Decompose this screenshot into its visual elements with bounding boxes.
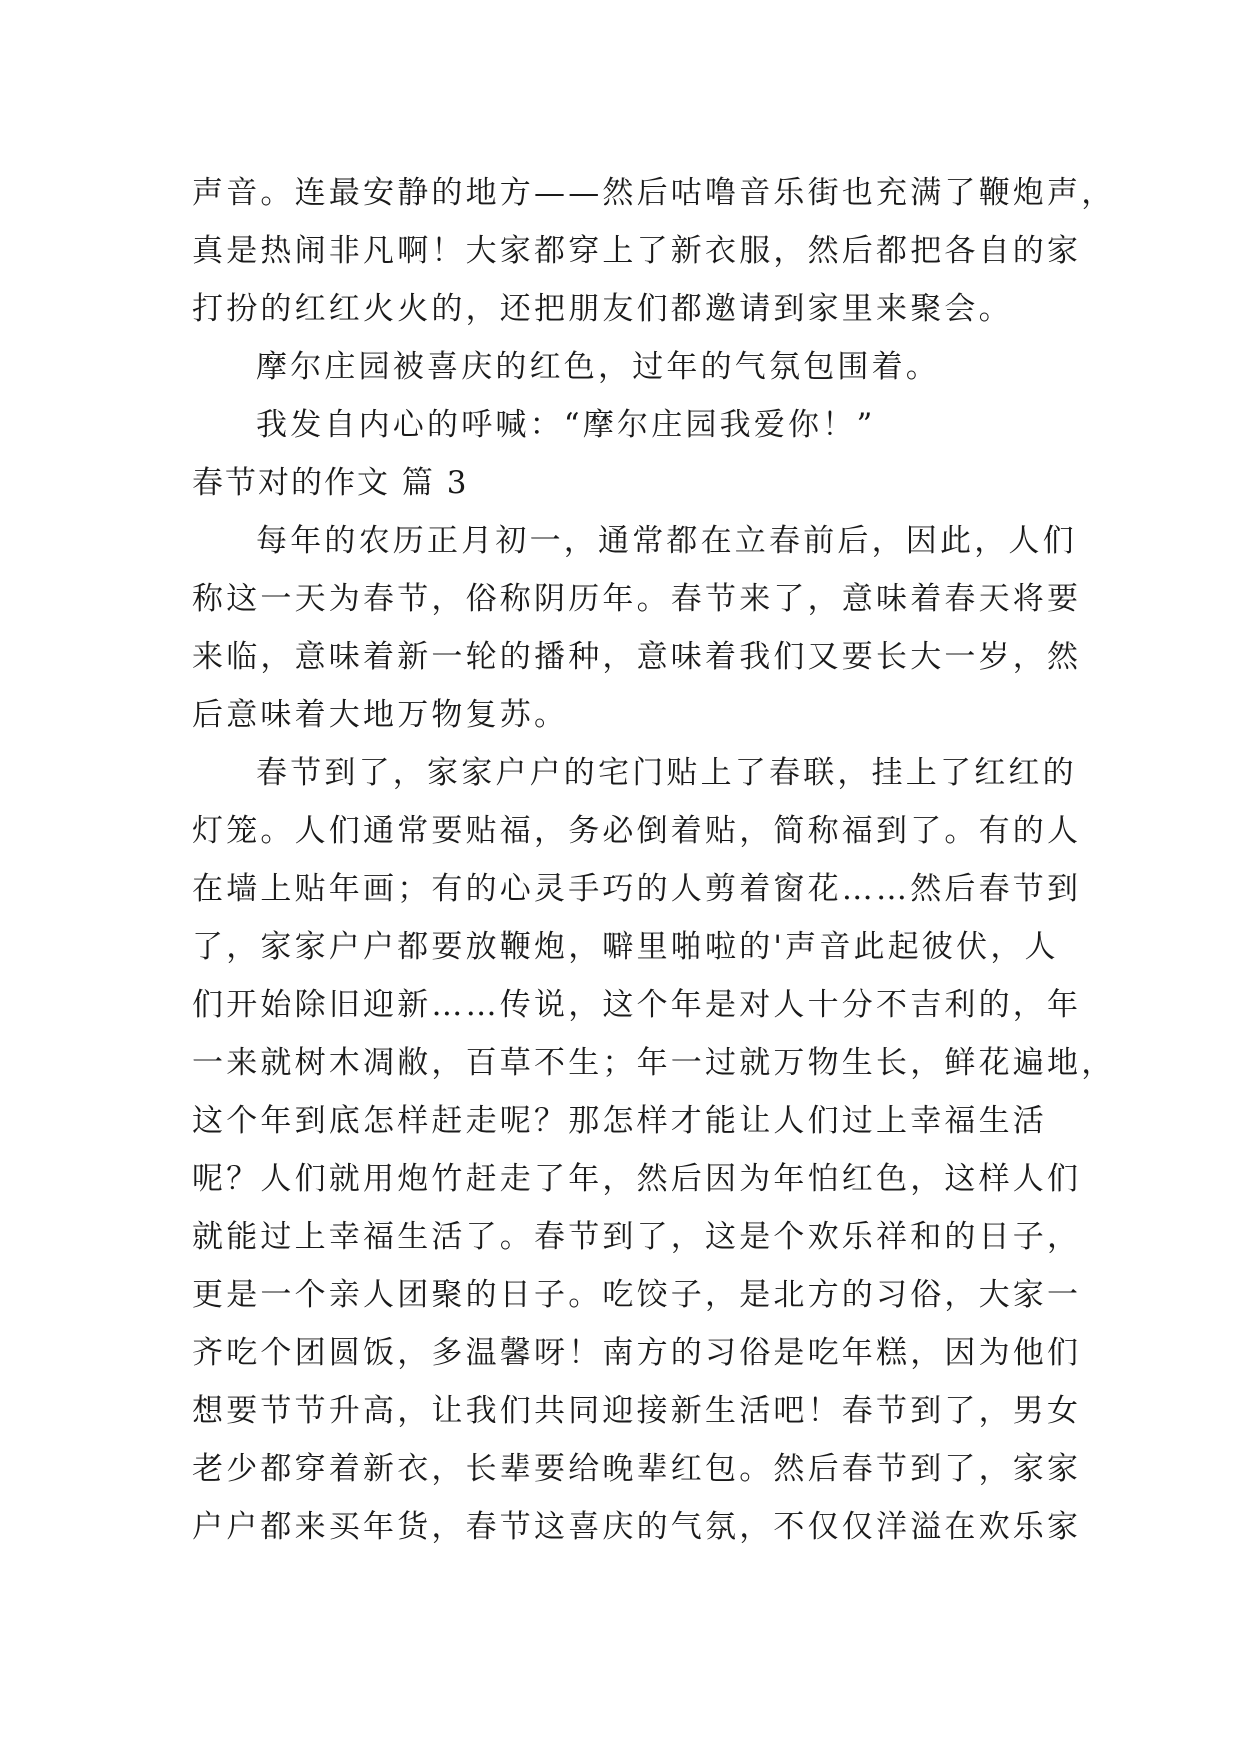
document-body (192, 164, 1116, 1556)
paragraph-line: 春节到了，家家户户的宅门贴上了春联，挂上了红红的 (256, 755, 1077, 791)
paragraph-line: 每年的农历正月初一，通常都在立春前后，因此，人们 (256, 523, 1077, 559)
text-line: 户户都来买年货，春节这喜庆的气氛，不仅仅洋溢在欢乐家 (192, 1509, 1082, 1545)
text-line: 声音。连最安静的地方——然后咕噜音乐街也充满了鞭炮声， (192, 175, 1116, 211)
text-line: 想要节节升高，让我们共同迎接新生活吧！春节到了，男女 (192, 1393, 1082, 1429)
text-line: 称这一天为春节，俗称阴历年。春节来了，意味着春天将要 (192, 581, 1082, 617)
text-line: 后意味着大地万物复苏。 (192, 697, 569, 733)
text-line: 齐吃个团圆饭，多温馨呀！南方的习俗是吃年糕，因为他们 (192, 1335, 1082, 1371)
paragraph-line: 摩尔庄园被喜庆的红色，过年的气氛包围着。 (256, 349, 940, 385)
text-line: 灯笼。人们通常要贴福，务必倒着贴，简称福到了。有的人 (192, 813, 1082, 849)
text-line: 更是一个亲人团聚的日子。吃饺子，是北方的习俗，大家一 (192, 1277, 1082, 1313)
text-line: 老少都穿着新衣，长辈要给晚辈红包。然后春节到了，家家 (192, 1451, 1082, 1487)
text-line: 了，家家户户都要放鞭炮，噼里啪啦的'声音此起彼伏，人 (192, 929, 1059, 965)
section-heading: 春节对的作文 篇 3 (192, 465, 469, 501)
text-line: 来临，意味着新一轮的播种，意味着我们又要长大一岁，然 (192, 639, 1082, 675)
text-line: 们开始除旧迎新……传说，这个年是对人十分不吉利的，年 (192, 987, 1082, 1023)
text-line: 呢？人们就用炮竹赶走了年，然后因为年怕红色，这样人们 (192, 1161, 1082, 1197)
text-line: 在墙上贴年画；有的心灵手巧的人剪着窗花……然后春节到 (192, 871, 1082, 907)
text-line: 这个年到底怎样赶走呢？那怎样才能让人们过上幸福生活 (192, 1103, 1047, 1139)
paragraph-line: 我发自内心的呼喊：“摩尔庄园我爱你！” (256, 407, 876, 443)
text-line: 真是热闹非凡啊！大家都穿上了新衣服，然后都把各自的家 (192, 233, 1082, 269)
text-line: 一来就树木凋敝，百草不生；年一过就万物生长，鲜花遍地， (192, 1045, 1116, 1081)
text-line: 打扮的红红火火的，还把朋友们都邀请到家里来聚会。 (192, 291, 1013, 327)
text-line: 就能过上幸福生活了。春节到了，这是个欢乐祥和的日子， (192, 1219, 1082, 1255)
